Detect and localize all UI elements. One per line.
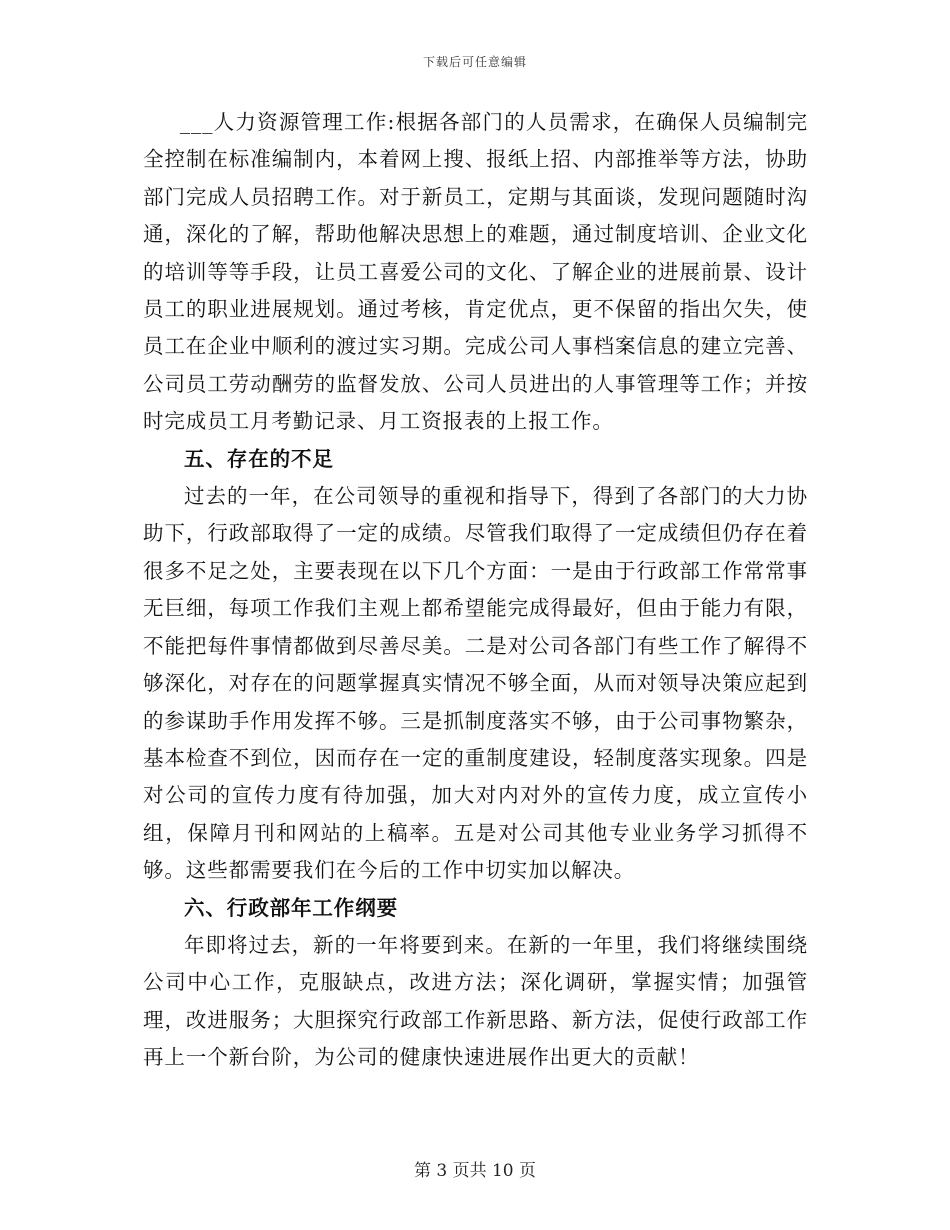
paragraph-hr-management: ___人力资源管理工作:根据各部门的人员需求，在确保人员编制完全控制在标准编制内，本着网上搜、报纸上招、内部推举等方法，协助部门完成人员招聘工作。对于新员工，定期与其面谈，发现问题随时沟通，深化的了解，帮助他解决思想上的难题，通过制度培训、企业文化的培训等等手段，让员工喜爱公司的文化、了解企业的进展前景、设计员工的职业进展规划。通过考核，肯定优点，更不保留的指出欠失，使员工在企业中顺利的渡过实习期。完成公司人事档案信息的建立完善、公司员工劳动酬劳的监督发放、公司人员进出的人事管理等工作；并按时完成员工月考勤记录、月工资报表的上报工作。 <box>143 110 808 434</box>
paragraph-work-outline: 年即将过去，新的一年将要到来。在新的一年里，我们将继续围绕公司中心工作，克服缺点，改进方法；深化调研，掌握实情；加强管理，改进服务；大胆探究行政部工作新思路、新方法，促使行政部工作再上一个新台阶，为公司的健康快速进展作出更大的贡献！ <box>143 932 808 1070</box>
section-heading-shortcomings: 五、存在的不足 <box>184 446 334 471</box>
paragraph-shortcomings: 过去的一年，在公司领导的重视和指导下，得到了各部门的大力协助下，行政部取得了一定的成绩。尽管我们取得了一定成绩但仍存在着很多不足之处，主要表现在以下几个方面：一是由于行政部工作常常事无巨细，每项工作我们主观上都希望能完成得最好，但由于能力有限，不能把每件事情都做到尽善尽美。二是对公司各部门有些工作了解得不够深化，对存在的问题掌握真实情况不够全面，从而对领导决策应起到的参谋助手作用发挥不够。三是抓制度落实不够，由于公司事物繁杂，基本检查不到位，因而存在一定的重制度建设，轻制度落实现象。四是对公司的宣传力度有待加强，加大对内对外的宣传力度，成立宣传小组，保障月刊和网站的上稿率。五是对公司其他专业业务学习抓得不够。这些都需要我们在今后的工作中切实加以解决。 <box>143 484 808 883</box>
document-body <box>143 104 808 1077</box>
page-header: 下载后可任意编辑 <box>422 55 527 69</box>
section-heading-work-outline: 六、行政部年工作纲要 <box>184 895 398 920</box>
page-number: 第 3 页共 10 页 <box>413 1161 537 1181</box>
